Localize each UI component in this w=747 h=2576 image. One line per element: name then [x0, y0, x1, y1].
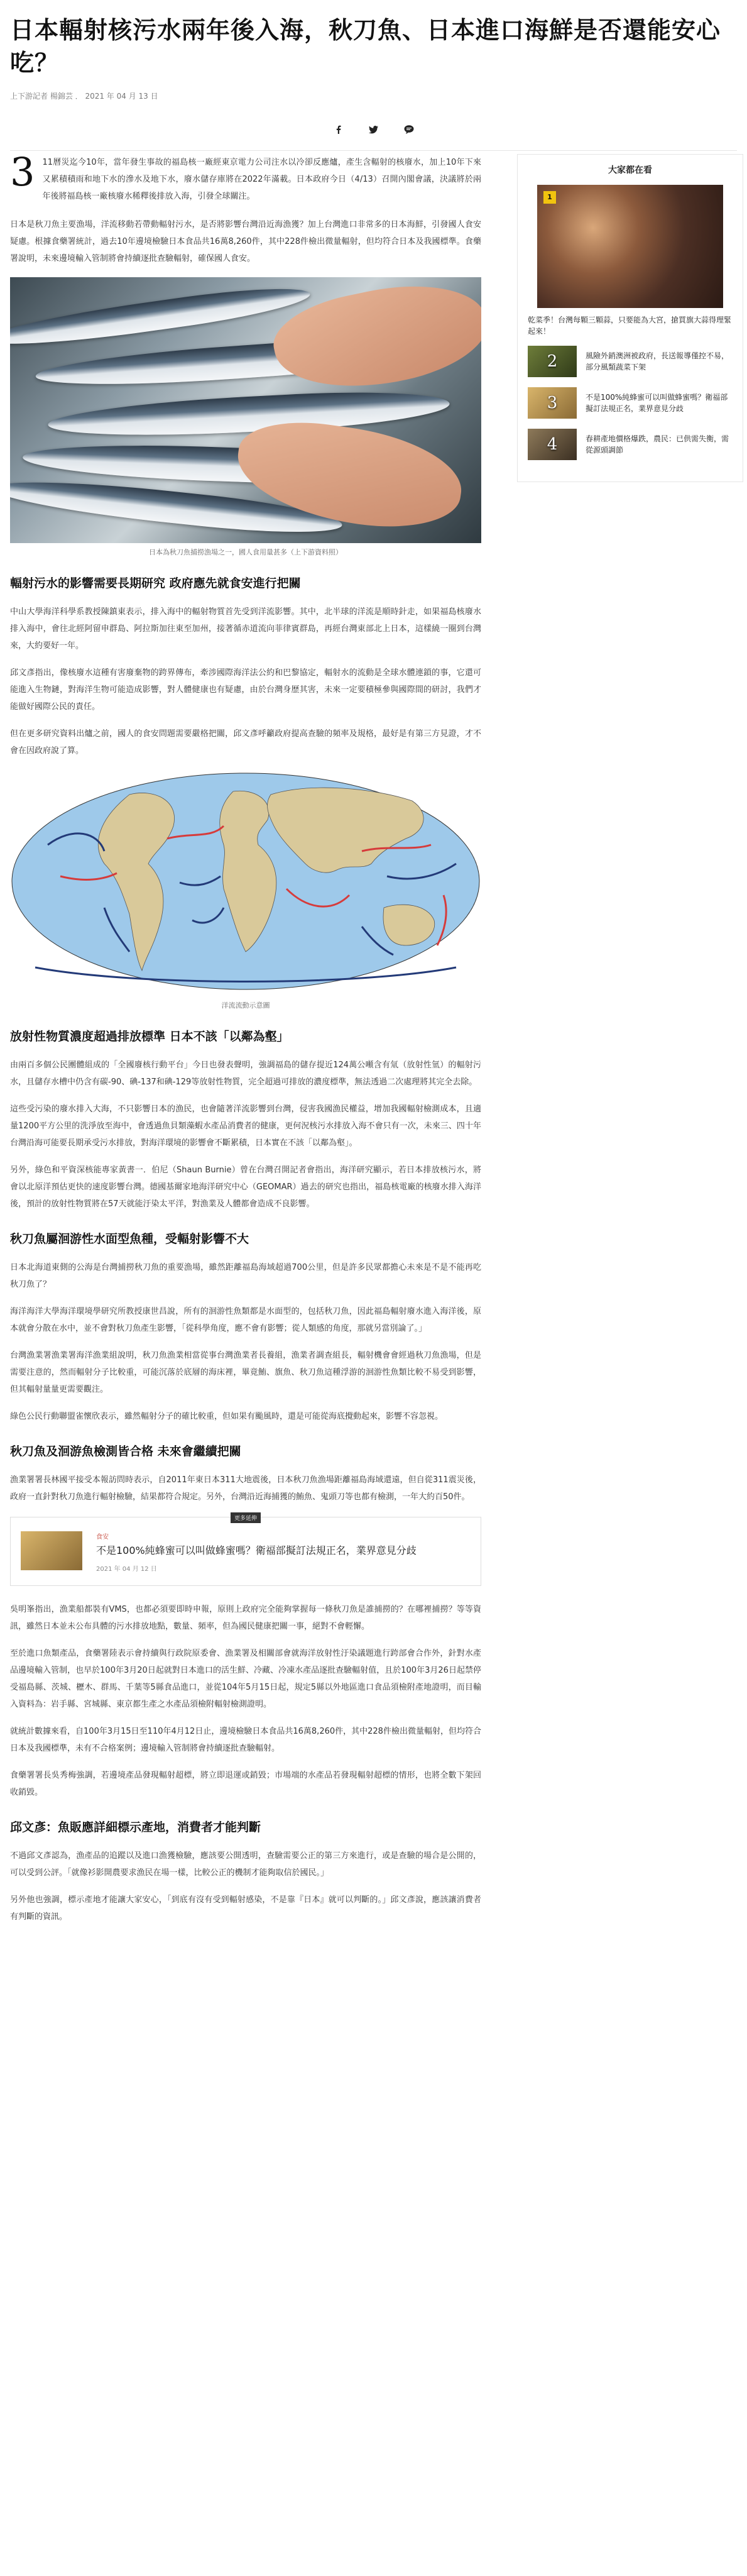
saury-photo — [10, 277, 481, 543]
article-header — [0, 0, 747, 151]
section-heading: 邱文彥：魚販應詳細標示產地，消費者才能判斷 — [10, 1820, 261, 1834]
article-title: 日本輻射核污水兩年後入海，秋刀魚、日本進口海鮮是否還能安心吃？ — [10, 16, 721, 77]
article-body — [10, 149, 481, 1935]
paragraph: 由兩百多個公民團體組成的「全國廢核行動平台」今日也發表聲明，強調福島的儲存提近124萬公噸含有氚（放射性氫）的輻射污水，且儲存水槽中仍含有碳-90、碘-137和碘-129等放射性物質，完全超過可排放的濃度標準，無法透過二次處理將其完全去除。 — [10, 1060, 481, 1087]
line-icon[interactable] — [403, 124, 415, 135]
popular-thumb[interactable] — [528, 429, 577, 460]
lead-paragraph — [10, 149, 481, 205]
popular-item-title[interactable]: 風險外銷澳洲被政府，長送報導僅控不易，部分風類蔬菜下架 — [586, 351, 729, 372]
paragraph: 但在更多研究資料出爐之前，國人的食安問題需要嚴格把關，邱文彥呼籲政府提高查驗的頻率及規格，最好是有第三方見證，才不會在因政府說了算。 — [10, 729, 481, 756]
related-article-card[interactable] — [10, 1517, 481, 1586]
popular-box — [517, 154, 743, 482]
paragraph: 綠色公民行動聯盟雀懷欣表示，雖然輻射分子的確比較重，但如果有颱風時，還是可能從海底攪動起來，影響不容忽視。 — [10, 1412, 444, 1421]
paragraph: 不過邱文彥認為，漁產品的追蹤以及進口漁獲檢驗，應該要公開透明，查驗需要公正的第三方來進行，或是查驗的場合是公開的，可以受到公評。「就像衫影開農要求漁民在場一樣，比較公正的機制才能夠取信於國民。」 — [10, 1851, 481, 1878]
paragraph: 台灣漁業署漁業署海洋漁業組說明，秋刀魚漁業相當從事台灣漁業者長養組，漁業者調查組長，輻射機會會經過秋刀魚漁場，但是需要注意的，然而輻射分子比較重，可能沉落於底層的海床裡，畢竟鮪、旗魚、秋刀魚這種浮游的洄游性魚類比較不易受到影響，但其輻射量量更需要觀注。 — [10, 1351, 481, 1394]
facebook-icon[interactable] — [333, 124, 344, 135]
paragraph: 食藥署署長吳秀梅強調，若邊境產品發現輻射超標，將立即退運或銷毀；市場端的水產品若發現輻射超標的情形，也將全數下架回收銷毀。 — [10, 1771, 481, 1797]
rank-number: 3 — [547, 394, 558, 412]
related-tag[interactable]: 食安 — [96, 1534, 109, 1541]
dropcap: 3 — [10, 149, 35, 195]
share-bar — [10, 124, 737, 135]
related-date: 2021 年 04 月 12 日 — [96, 1566, 157, 1573]
section-heading: 秋刀魚及洄游魚檢測皆合格 未來會繼續把關 — [10, 1445, 241, 1458]
related-badge: 更多延伸 — [231, 1512, 261, 1523]
sidebar-title: 大家都在看 — [608, 165, 652, 175]
paragraph: 至於進口魚類產品，食藥署陸表示會持續與行政院原委會、漁業署及相關部會就海洋放射性汙染議題進行跨部會合作外，針對水產品邊境輸入管制，也早於100年3月20日起就對日本進口的活生鮮、冷藏、冷凍水產品逐批查驗輻射值，且於100年3月26日起禁停受福島縣、茨城、櫪木、群馬、千葉等5縣食品進口，並從104年5月15日起，規定5縣以外地區進口食品須檢附產地證明，而目輸入資料為：岩手縣、宮城縣、東京都生產之水產品須檢附輻射檢測證明。 — [10, 1649, 481, 1709]
popular-thumb[interactable] — [528, 346, 577, 377]
rank-badge: 1 — [543, 191, 556, 204]
popular-item[interactable] — [528, 346, 733, 377]
twitter-icon[interactable] — [368, 124, 379, 135]
lead-text: 11曆災迄今10年，當年發生事故的福島核一廠經東京電力公司注水以冷卻反應爐，產生含輻射的核廢水，加上10年下來又累積積雨和地下水的滲水及地下水，廢水儲存庫將在2022年滿載。日本政府今日（4/13）召開內閣會議，決議將於兩年後將福島核一廠核廢水稀釋後排放入海，引發全球關注。 — [42, 158, 481, 201]
figure-caption: 洋流流動示意圖 — [221, 1001, 270, 1010]
popular-top-title[interactable]: 乾菜季！台灣每顆三顆蒜，只要能為大宮，搶買旗大蒜得理緊起來！ — [528, 316, 732, 336]
popular-top-image[interactable] — [537, 185, 723, 308]
section-heading: 輻射污水的影響需要長期研究 政府應先就食安進行把關 — [10, 576, 301, 590]
paragraph: 漁業署署長林國平接受本報訪問時表示，自2011年東日本311大地震後，日本秋刀魚漁場距離福島海域還遠，但自從311震災後，政府一直針對秋刀魚進行輻射檢驗，結果都符合規定。另外，台灣沿近海捕獲的鮪魚、鬼頭刀等也都有檢測，一年大約百50件。 — [10, 1475, 481, 1502]
paragraph: 邱文彥指出，像核廢水這種有害廢棄物的跨界傳布，牽涉國際海洋法公約和巴黎協定，輻射水的流動是全球水體連鎖的事，它還可能進入生物鏈，對海洋生物可能造成影響，對人體健康也有疑慮，由於台灣身歷其害，未來一定要積極參與國際間的研討，我們才能做好國際公民的責任。 — [10, 668, 481, 712]
popular-item-title[interactable]: 春耕產地價格爆跌，農民：已供需失衡，需從源頭調節 — [586, 434, 729, 454]
rank-number: 2 — [547, 352, 558, 371]
related-thumbnail[interactable] — [21, 1531, 82, 1570]
paragraph: 另外，綠色和平資深核能專家黃書一．伯尼（Shaun Burnie）曾在台灣召開記者會指出，海洋研究顯示，若日本排放核污水，將會以北原洋預估更快的速度影響台灣。德國基爾家地海洋研究中心（GEOMAR）過去的研究也指出，福島核電廠的核廢水排入海洋後，預計的放射性物質將在57天就能汙染太平洋，對漁業及人體都會造成不良影響。 — [10, 1165, 481, 1209]
section-heading: 放射性物質濃度超過排放標準 日本不該「以鄰為壑」 — [10, 1030, 289, 1043]
paragraph: 日本是秋刀魚主要漁場，洋流移動若帶動輻射污水，是否將影響台灣沿近海漁獲？加上台灣進口非常多的日本海鮮，引發國人食安疑慮。根據食藥署統計，過去10年邊境檢驗日本食品共16萬8,260件，其中228件檢出微量輻射，但均符合日本及我國標準。食藥署說明，未來邊境輸入管制將會持續逐批查驗輻射，確保國人食安。 — [10, 220, 481, 263]
popular-item-title[interactable]: 不是100%純蜂蜜可以叫做蜂蜜嗎？衛福部擬訂法規正名，業界意見分歧 — [586, 393, 728, 413]
figure-caption: 日本為秋刀魚捕撈漁場之一，國人食用量甚多（上下游資料照） — [149, 548, 342, 556]
popular-thumb[interactable] — [528, 387, 577, 419]
paragraph: 就統計數據來看，自100年3月15日至110年4月12日止，邊境檢驗日本食品共16萬8,260件，其中228件檢出微量輻射，但均符合日本及我國標準，未有不合格案例；邊境輸入管制將會持續逐批查驗輻射。 — [10, 1727, 481, 1753]
article-byline: 上下游記者 楊錦芸 ． 2021 年 04 月 13 日 — [10, 92, 158, 101]
paragraph: 海洋海洋大學海洋環境學研究所教授康世昌說，所有的洄游性魚類都是水面型的，包括秋刀魚，因此福島輻射廢水進入海洋後，原本就會分散在水中，並不會對秋刀魚產生影響，「從科學角度，應不會有影響；從人類感的角度，那就另當別論了。」 — [10, 1307, 481, 1333]
rank-number: 4 — [547, 435, 558, 454]
header-divider — [10, 150, 737, 151]
figure-fish — [10, 277, 481, 543]
related-title[interactable]: 不是100%純蜂蜜可以叫做蜂蜜嗎？衛福部擬訂法規正名，業界意見分歧 — [96, 1544, 417, 1556]
paragraph: 吳明峯指出，漁業船都裝有VMS，也都必須要即時申報，原則上政府完全能夠掌握每一條秋刀魚是誰捕撈的？在哪裡捕撈？等等資訊，雖然日本並未公布具體的污水排放地點，數量、頻率，但為國民健康把關一事，絕對不會輕懈。 — [10, 1605, 481, 1631]
figure-ocean-currents — [10, 769, 481, 996]
paragraph: 這些受污染的廢水排入大海，不只影響日本的漁民，也會隨著洋流影響到台灣，侵害我國漁民權益，增加我國輻射檢測成本，且適量1200平方公里的洗淨放至海中，會透過魚貝類藻蝦水產品消費者的健康，更何況核污水排放入海不會只有一次，未來三、四十年台灣沿海可能要長期承受污水排放，對海洋環境的影響會不斷累積，日本實在不該「以鄰為壑」。 — [10, 1104, 481, 1148]
section-heading: 秋刀魚屬洄游性水面型魚種，受輻射影響不大 — [10, 1232, 249, 1246]
sidebar — [517, 154, 743, 482]
paragraph: 中山大學海洋科學系教授陳鎮東表示，排入海中的輻射物質首先受到洋流影響。其中，北半球的洋流是順時針走，如果福島核廢水排入海中，會往北經阿留申群島、阿拉斯加往東至加州，接著循赤道流向菲律賓群島，再經台灣東部北上日本，這樣繞一圈到台灣來，大約要好一年。 — [10, 607, 481, 651]
popular-item[interactable] — [528, 429, 733, 460]
paragraph: 另外他也強調，標示產地才能讓大家安心，「到底有沒有受到輻射感染，不是靠『日本』就可以判斷的。」邱文彥說，應該讓消費者有判斷的資訊。 — [10, 1895, 481, 1922]
popular-item[interactable] — [528, 387, 733, 419]
paragraph: 日本北海道東側的公海是台灣捕撈秋刀魚的重要漁場，雖然距離福島海域超過700公里，但是許多民眾都擔心未來是不是不能再吃秋刀魚了？ — [10, 1263, 481, 1289]
ocean-currents-map — [10, 769, 481, 994]
